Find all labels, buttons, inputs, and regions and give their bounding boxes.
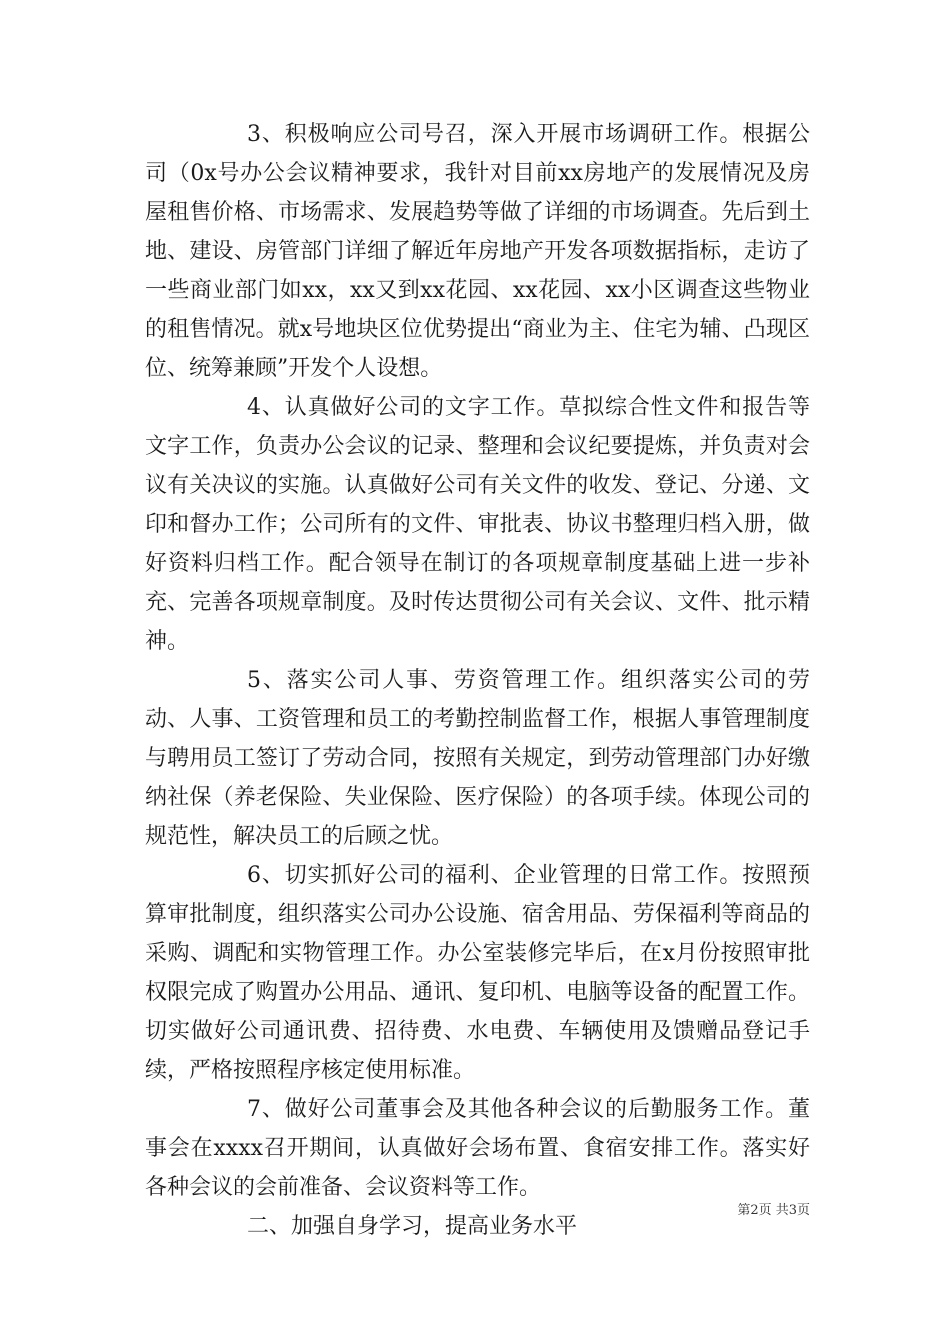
paragraph-item-5: 5、落实公司人事、劳资管理工作。组织落实公司的劳动、人事、工资管理和员工的考勤控制监督工作，根据人事管理制度与聘用员工签订了劳动合同，按照有关规定，到劳动管理部门办好缴纳社保（养老保险、失业保险、医疗保险）的各项手续。体现公司的规范性，解决员工的后顾之忧。 bbox=[145, 668, 810, 849]
section-heading: 二、加强自身学习，提高业务水平 bbox=[247, 1214, 578, 1239]
paragraph-item-6: 6、切实抓好公司的福利、企业管理的日常工作。按照预算审批制度，组织落实公司办公设施、宿舍用品、劳保福利等商品的采购、调配和实物管理工作。办公室装修完毕后，在x月份按照审批权限完成了购置办公用品、通讯、复印机、电脑等设备的配置工作。切实做好公司通讯费、招待费、水电费、车辆使用及馈赠品登记手续，严格按照程序核定使用标准。 bbox=[145, 863, 810, 1083]
document-body bbox=[145, 115, 810, 1246]
paragraph-item-4: 4、认真做好公司的文字工作。草拟综合性文件和报告等文字工作，负责办公会议的记录、整理和会议纪要提炼，并负责对会议有关决议的实施。认真做好公司有关文件的收发、登记、分递、文印和督办工作；公司所有的文件、审批表、协议书整理归档入册，做好资料归档工作。配合领导在制订的各项规章制度基础上进一步补充、完善各项规章制度。及时传达贯彻公司有关会议、文件、批示精神。 bbox=[145, 395, 810, 654]
page-number-footer: 第2页 共3页 bbox=[737, 1203, 810, 1218]
paragraph-item-7: 7、做好公司董事会及其他各种会议的后勤服务工作。董事会在xxxx召开期间，认真做好会场布置、食宿安排工作。落实好各种会议的会前准备、会议资料等工作。 bbox=[145, 1097, 810, 1200]
paragraph-item-3: 3、积极响应公司号召，深入开展市场调研工作。根据公司（0x号办公会议精神要求，我针对目前xx房地产的发展情况及房屋租售价格、市场需求、发展趋势等做了详细的市场调查。先后到土地、建设、房管部门详细了解近年房地产开发各项数据指标，走访了一些商业部门如xx，xx又到xx花园、xx花园、xx小区调查这些物业的租售情况。就x号地块区位优势提出“商业为主、住宅为辅、凸现区位、统筹兼顾”开发个人设想。 bbox=[145, 122, 810, 381]
